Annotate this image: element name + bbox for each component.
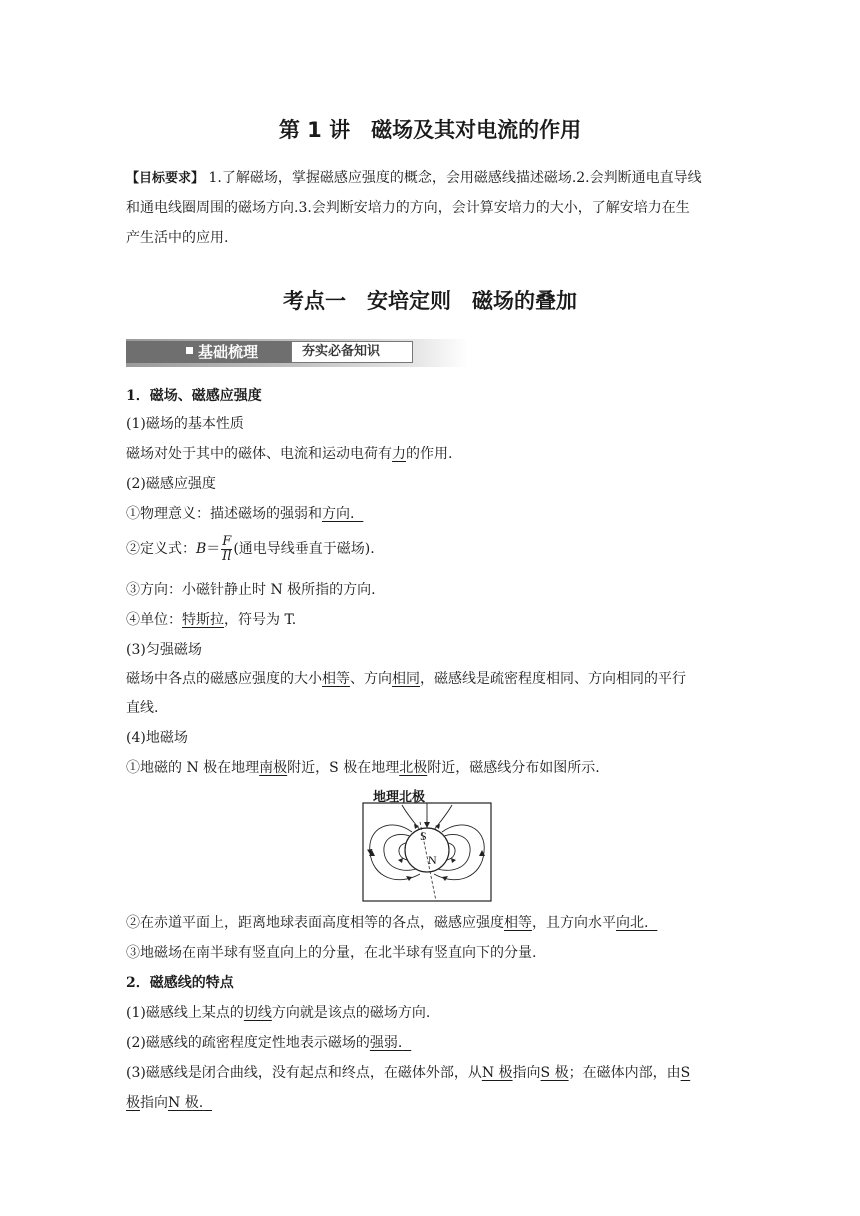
text-run: ；在磁体内部，由 <box>568 1065 681 1081</box>
answer-blank: 相同 <box>392 671 420 687</box>
text-run: 附近，S 极在地理 <box>287 760 400 776</box>
p4-item-1 <box>126 758 600 778</box>
text-run: (通电导线垂直于磁场). <box>233 541 375 557</box>
answer-blank: 力 <box>392 446 406 462</box>
answer-blank: 强弱. <box>369 1035 403 1051</box>
banner-right <box>291 341 413 363</box>
text-run: 指向 <box>512 1065 541 1081</box>
formula-fraction <box>221 535 232 564</box>
text-run: (3)磁感线是闭合曲线，没有起点和终点，在磁体外部，从 <box>126 1065 482 1081</box>
objectives-line-2: 和通电线圈周围的磁场方向.3.会判断安培力的方向，会计算安培力的大小，了解安培力在生 <box>126 200 690 216</box>
p2-title: (2)磁感应强度 <box>126 476 216 492</box>
text-run: ，磁感线是疏密程度相同、方向相同的平行 <box>420 671 686 687</box>
objectives-text-1: 1.了解磁场，掌握磁感应强度的概念，会用磁感线描述磁场.2.会判断通电直导线 <box>208 170 702 186</box>
text-run: ，且方向水平 <box>532 915 616 931</box>
lecture-title: 第 1 讲 磁场及其对电流的作用 <box>278 118 582 142</box>
p3-text-1 <box>126 669 686 689</box>
text-run: (2)磁感线的疏密程度定性地表示磁场的 <box>126 1035 370 1051</box>
geomagnetic-field-figure <box>362 802 492 902</box>
fraction-denominator: Il <box>222 548 232 564</box>
p2-item-2 <box>126 534 375 564</box>
p2-item-4 <box>126 610 296 630</box>
text-run: ④单位： <box>126 612 182 628</box>
answer-blank: S <box>680 1065 691 1081</box>
formula-var-b: B <box>196 541 207 557</box>
text-run: 方向就是该点的磁场方向. <box>271 1005 431 1021</box>
text-run: ，符号为 T. <box>224 612 297 628</box>
figure-s-label: S <box>420 829 427 843</box>
text-run: 附近，磁感线分布如图所示. <box>427 760 600 776</box>
answer-blank: 南极 <box>259 760 288 776</box>
text-run: 磁场对处于其中的磁体、电流和运动电荷有 <box>126 446 392 462</box>
answer-blank: 向北. <box>616 915 649 931</box>
equals-sign: ＝ <box>206 541 221 557</box>
objectives-line-1 <box>126 168 702 189</box>
fraction-numerator: F <box>222 533 232 549</box>
figure-label: 地理北极 <box>373 790 426 805</box>
text-run: ②定义式： <box>126 541 196 557</box>
text-run: ②在赤道平面上，距离地球表面高度相等的各点，磁感应强度 <box>126 915 504 931</box>
p3-title: (3)匀强磁场 <box>126 642 202 658</box>
p4-item-2 <box>126 913 657 933</box>
answer-blank: 特斯拉 <box>182 612 224 628</box>
text-run: 的作用. <box>406 446 453 462</box>
text-run: 指向 <box>140 1095 168 1111</box>
text-run: ①地磁的 N 极在地理 <box>126 760 260 776</box>
text-run: (1)磁感线上某点的 <box>126 1005 244 1021</box>
answer-blank: 切线 <box>243 1005 272 1021</box>
text-run: 磁场中各点的磁感应强度的大小 <box>126 671 322 687</box>
p3-text-2: 直线. <box>126 700 159 716</box>
objectives-label: 【目标要求】 <box>126 171 205 186</box>
bullet-square-icon <box>186 347 193 354</box>
p1-text <box>126 444 452 464</box>
heading-2: 2．磁感线的特点 <box>126 975 234 991</box>
p2-item-1 <box>126 504 363 524</box>
p1-title: (1)磁场的基本性质 <box>126 416 244 432</box>
objectives-line-3: 产生活中的应用. <box>126 230 229 246</box>
s2-item-3 <box>126 1063 690 1083</box>
section-title: 考点一 安培定则 磁场的叠加 <box>283 289 577 313</box>
p4-title: (4)地磁场 <box>126 730 188 746</box>
p2-item-3: ③方向：小磁针静止时 N 极所指的方向. <box>126 582 376 598</box>
banner-left-label: 基础梳理 <box>198 343 259 361</box>
answer-blank: N 极 <box>481 1065 513 1081</box>
p4-item-3: ③地磁场在南半球有竖直向上的分量，在北半球有竖直向下的分量. <box>126 945 537 961</box>
answer-blank: 相等 <box>504 915 532 931</box>
s2-item-3-cont <box>126 1093 212 1113</box>
answer-blank: 相等 <box>322 671 350 687</box>
s2-item-1 <box>126 1003 430 1023</box>
answer-blank: 方向. <box>322 506 355 522</box>
s2-item-2 <box>126 1033 411 1053</box>
text-run: 、方向 <box>350 671 392 687</box>
answer-blank: 极 <box>126 1095 140 1111</box>
heading-1: 1．磁场、磁感应强度 <box>126 388 262 404</box>
section-banner <box>126 339 468 367</box>
figure-n-label: N <box>428 853 437 867</box>
answer-blank: N 极. <box>168 1095 204 1111</box>
answer-blank: 北极 <box>399 760 428 776</box>
banner-right-label: 夯实必备知识 <box>302 344 381 359</box>
answer-blank: S 极 <box>540 1065 569 1081</box>
text-run: ①物理意义：描述磁场的强弱和 <box>126 506 322 522</box>
